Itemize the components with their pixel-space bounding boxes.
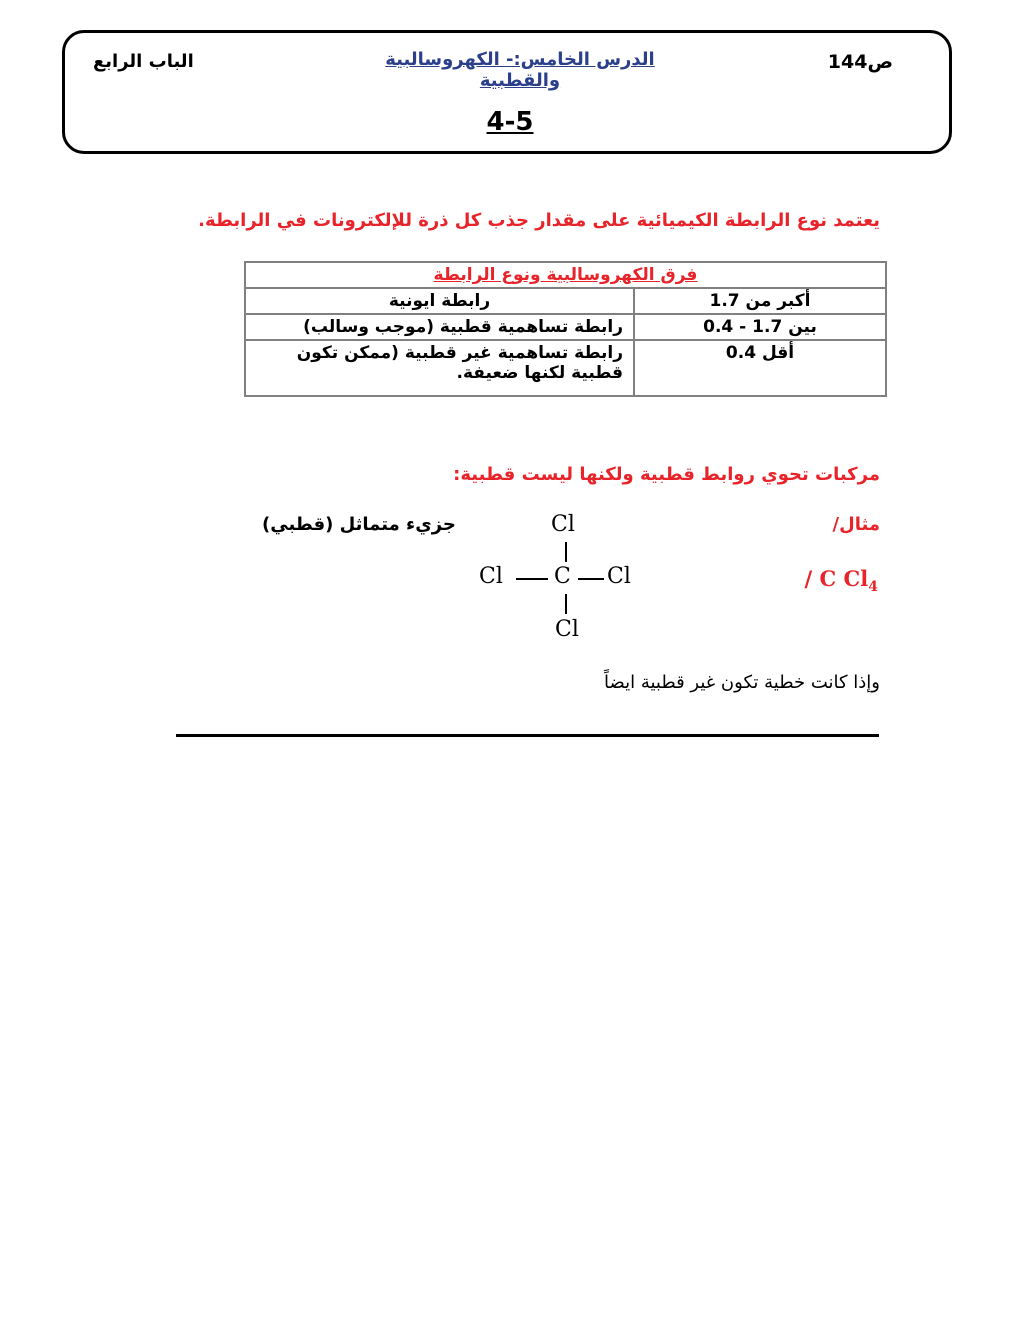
bond-type-cell: رابطة ايونية <box>245 288 634 314</box>
atom-cl-right: Cl <box>607 564 631 589</box>
header-box <box>62 30 952 154</box>
page-number: ص144 <box>827 51 893 73</box>
intro-text: يعتمد نوع الرابطة الكيميائية على مقدار جذب كل ذرة للإلكترونات في الرابطة. <box>198 210 880 231</box>
linear-note: وإذا كانت خطية تكون غير قطبية ايضاً <box>604 672 880 693</box>
bond-type-cell: رابطة تساهمية غير قطبية (ممكن تكون قطبية لكنها ضعيفة. <box>245 340 634 396</box>
atom-c-center: C <box>554 564 571 589</box>
table-title: فرق الكهروسالبية ونوع الرابطة <box>245 262 886 288</box>
bond-top <box>565 542 567 562</box>
bond-bottom <box>565 594 567 614</box>
example-label: مثال/ <box>832 514 880 535</box>
ccl4-formula <box>805 566 878 595</box>
formula-text: / C Cl <box>804 566 869 591</box>
difference-cell: أقل 0.4 <box>634 340 886 396</box>
bond-left <box>516 578 548 580</box>
divider-line <box>176 734 879 737</box>
lesson-title: الدرس الخامس:- الكهروسالبية والقطبية <box>385 49 655 91</box>
atom-cl-top: Cl <box>551 512 575 537</box>
electronegativity-table <box>244 261 887 397</box>
chapter-label: الباب الرابع <box>93 51 194 72</box>
symmetric-molecule-note: جزيء متماثل (قطبي) <box>262 514 456 535</box>
difference-cell: أكبر من 1.7 <box>634 288 886 314</box>
table-row <box>245 314 886 340</box>
table-header-row <box>245 262 886 288</box>
polar-bonds-subheading: مركبات تحوي روابط قطبية ولكنها ليست قطبية: <box>453 464 880 485</box>
difference-cell: بين 1.7 - 0.4 <box>634 314 886 340</box>
table-row <box>245 340 886 396</box>
table-row <box>245 288 886 314</box>
formula-subscript: 4 <box>868 579 878 596</box>
atom-cl-bottom: Cl <box>555 617 579 642</box>
bond-type-cell: رابطة تساهمية قطبية (موجب وسالب) <box>245 314 634 340</box>
bond-right <box>578 578 604 580</box>
atom-cl-left: Cl <box>479 564 503 589</box>
section-number: 4-5 <box>486 107 534 137</box>
